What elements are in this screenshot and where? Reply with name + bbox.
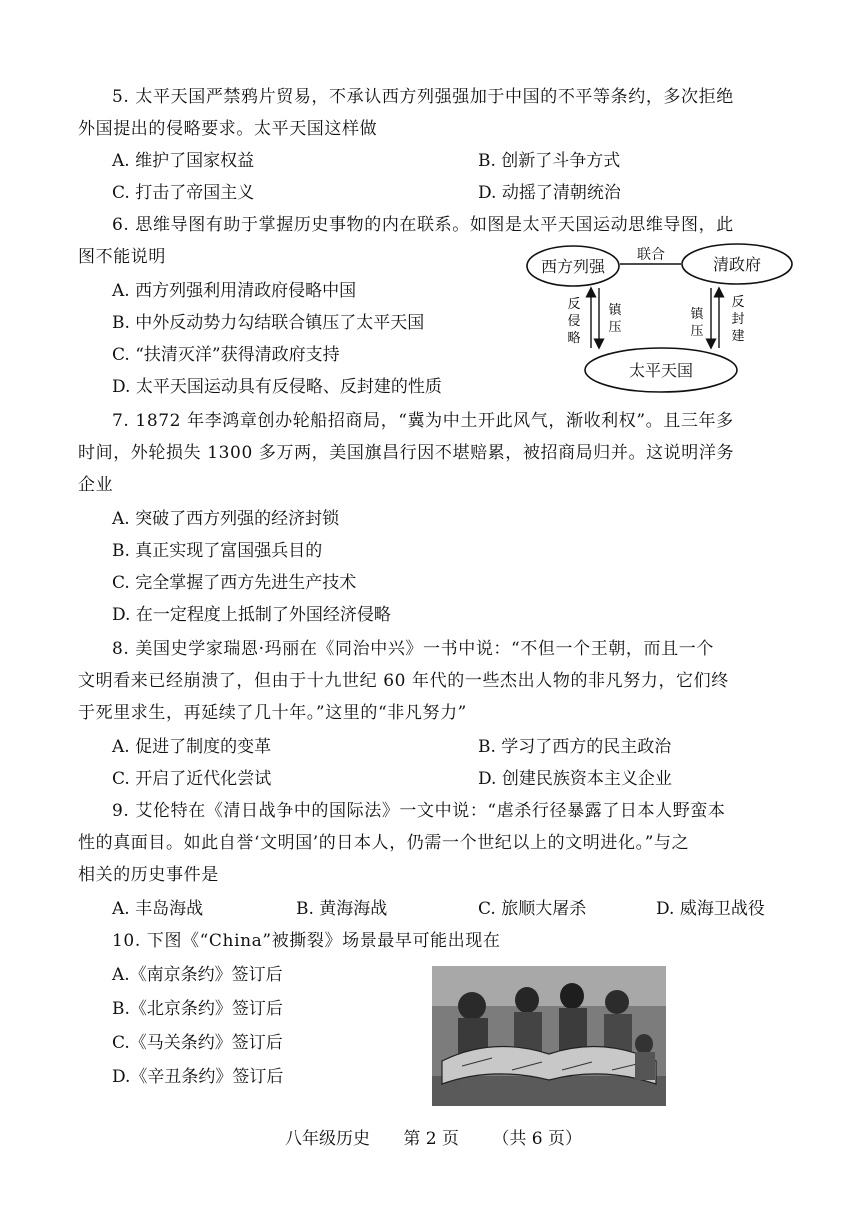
footer-subject: 八年级历史 — [284, 1129, 370, 1149]
q7-option-c[interactable]: C. 完全掌握了西方先进生产技术 — [112, 573, 357, 593]
node-taiping-label: 太平天国 — [628, 361, 694, 380]
q7-option-a[interactable]: A. 突破了西方列强的经济封锁 — [112, 509, 340, 529]
q5-stem-line2: 外国提出的侵略要求。太平天国这样做 — [78, 119, 378, 139]
q5-option-b[interactable]: B. 创新了斗争方式 — [478, 151, 621, 171]
q9-option-a[interactable]: A. 丰岛海战 — [112, 899, 204, 919]
footer-page-number: 第 2 页 — [403, 1129, 459, 1149]
q9-option-b[interactable]: B. 黄海海战 — [296, 899, 388, 919]
q5-option-d[interactable]: D. 动摇了清朝统治 — [478, 183, 621, 203]
q8-option-c[interactable]: C. 开启了近代化尝试 — [112, 769, 272, 789]
q10-option-a[interactable]: A.《南京条约》签订后 — [112, 965, 283, 985]
q8-stem-line3: 于死里求生，再延续了几十年。”这里的“非凡努力” — [78, 703, 467, 723]
q8-stem-line2: 文明看来已经崩溃了，但由于十九世纪 60 年代的一些杰出人物的非凡努力，它们终 — [78, 671, 729, 691]
q7-option-d[interactable]: D. 在一定程度上抵制了外国经济侵略 — [112, 605, 391, 625]
q8-option-d[interactable]: D. 创建民族资本主义企业 — [478, 769, 672, 789]
node-west-label: 西方列强 — [540, 257, 606, 276]
q6-stem-line2: 图不能说明 — [78, 247, 166, 267]
page-footer — [0, 1124, 867, 1149]
right-up-char-2: 封 — [731, 312, 745, 327]
q8-option-b[interactable]: B. 学习了西方的民主政治 — [478, 737, 672, 757]
right-down-char-1: 镇 — [690, 307, 704, 322]
q10-stem-line1: 10. 下图《“China”被撕裂》场景最早可能出现在 — [112, 931, 501, 951]
left-up-char-1: 反 — [567, 297, 581, 312]
china-torn-cartoon-image — [432, 966, 666, 1106]
q7-stem-line3: 企业 — [78, 475, 114, 495]
q5-option-a[interactable]: A. 维护了国家权益 — [112, 151, 255, 171]
left-up-char-2: 侵 — [567, 314, 581, 329]
node-qing-label: 清政府 — [712, 255, 762, 274]
q6-option-b[interactable]: B. 中外反动势力勾结联合镇压了太平天国 — [112, 313, 425, 333]
right-up-char-1: 反 — [731, 295, 745, 310]
q9-option-d[interactable]: D. 威海卫战役 — [656, 899, 765, 919]
q7-stem-line2: 时间，外轮损失 1300 多万两，美国旗昌行因不堪赔累，被招商局归并。这说明洋务 — [78, 443, 735, 463]
q7-stem-line1: 7. 1872 年李鸿章创办轮船招商局，“冀为中土开此风气，渐收利权”。且三年多 — [112, 411, 734, 431]
q9-stem-line1: 9. 艾伦特在《清日战争中的国际法》一文中说：“虐杀行径暴露了日本人野蛮本 — [112, 801, 726, 821]
left-up-char-3: 略 — [567, 331, 581, 346]
q9-stem-line2: 性的真面目。如此自誉‘文明国’的日本人，仍需一个世纪以上的文明进化。”与之 — [78, 833, 690, 853]
q8-stem-line1: 8. 美国史学家瑞恩·玛丽在《同治中兴》一书中说：“不但一个王朝，而且一个 — [112, 639, 714, 659]
left-down-char-2: 压 — [608, 320, 622, 335]
q5-stem-line1: 5. 太平天国严禁鸦片贸易，不承认西方列强强加于中国的不平等条约，多次拒绝 — [112, 87, 734, 107]
q9-option-c[interactable]: C. 旅顺大屠杀 — [478, 899, 587, 919]
taiping-mind-map — [525, 242, 795, 400]
right-down-char-2: 压 — [690, 324, 704, 339]
q8-option-a[interactable]: A. 促进了制度的变革 — [112, 737, 272, 757]
q5-option-c[interactable]: C. 打击了帝国主义 — [112, 183, 255, 203]
q10-option-d[interactable]: D.《辛丑条约》签订后 — [112, 1067, 284, 1087]
right-up-char-3: 建 — [731, 329, 745, 344]
left-down-char-1: 镇 — [608, 303, 622, 318]
q9-stem-line3: 相关的历史事件是 — [78, 865, 219, 885]
q6-stem-line1: 6. 思维导图有助于掌握历史事物的内在联系。如图是太平天国运动思维导图，此 — [112, 215, 734, 235]
q10-option-b[interactable]: B.《北京条约》签订后 — [112, 999, 283, 1019]
footer-page-total: （共 6 页） — [492, 1129, 583, 1149]
q6-option-c[interactable]: C. “扶清灭洋”获得清政府支持 — [112, 345, 340, 365]
q6-option-a[interactable]: A. 西方列强利用清政府侵略中国 — [112, 281, 357, 301]
q6-option-d[interactable]: D. 太平天国运动具有反侵略、反封建的性质 — [112, 377, 442, 397]
q7-option-b[interactable]: B. 真正实现了富国强兵目的 — [112, 541, 323, 561]
q10-option-c[interactable]: C.《马关条约》签订后 — [112, 1033, 283, 1053]
edge-alliance-label: 联合 — [637, 247, 665, 263]
